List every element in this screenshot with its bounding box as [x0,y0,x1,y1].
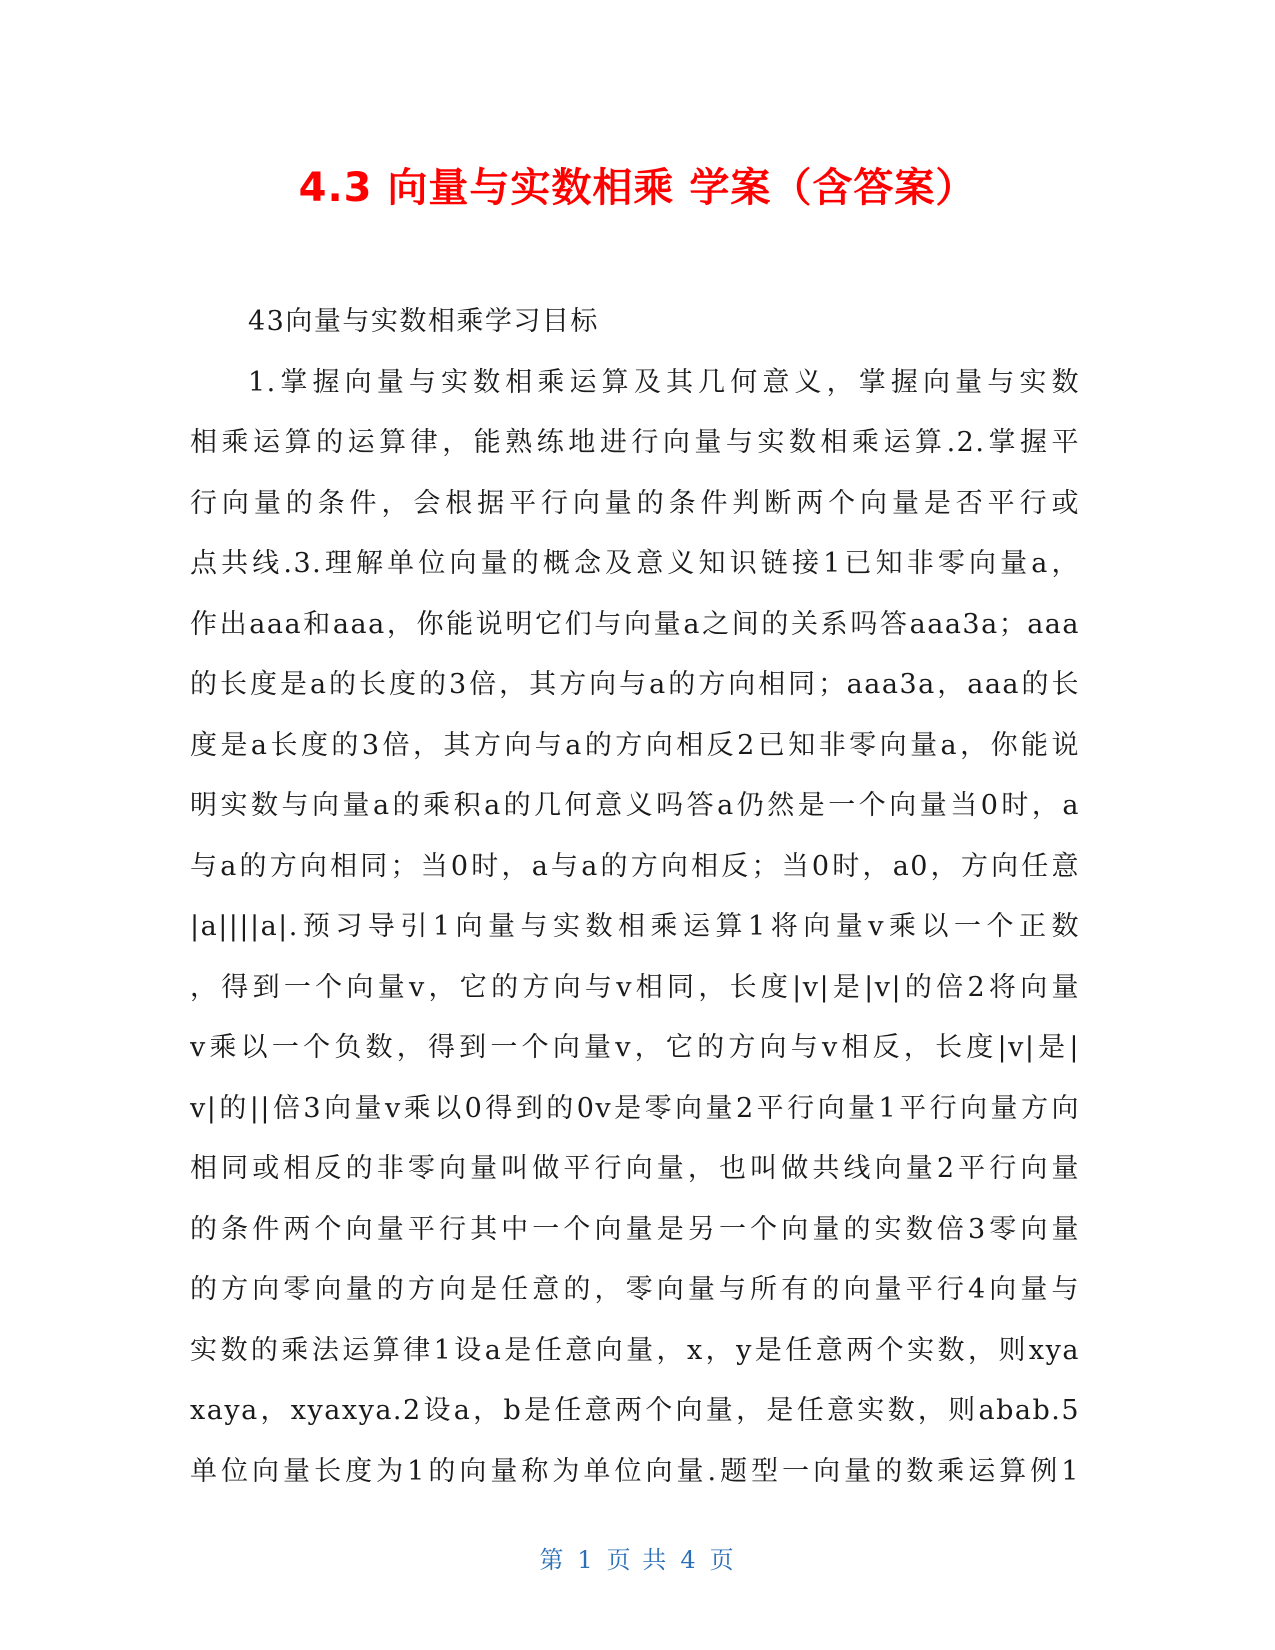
body-line: v乘以一个负数，得到一个向量v，它的方向与v相反，长度|v|是| [190,1032,1080,1063]
body-line: 的方向零向量的方向是任意的，零向量与所有的向量平行4向量与 [190,1274,1080,1305]
body-line: 作出aaa和aaa，你能说明它们与向量a之间的关系吗答aaa3a；aaa [190,608,1080,640]
body-line: 实数的乘法运算律1设a是任意向量，x，y是任意两个实数，则xya [190,1334,1080,1366]
page-footer [0,1540,1275,1575]
body-line: 1.掌握向量与实数相乘运算及其几何意义，掌握向量与实数 [248,366,1080,398]
body-line: 相同或相反的非零向量叫做平行向量，也叫做共线向量2平行向量 [190,1153,1080,1184]
body-line: 行向量的条件，会根据平行向量的条件判断两个向量是否平行或 [190,487,1080,519]
body-line: |a||||a|.预习导引1向量与实数相乘运算1将向量v乘以一个正数 [190,911,1080,942]
body-line: ，得到一个向量v，它的方向与v相同，长度|v|是|v|的倍2将向量 [190,971,1080,1003]
document-title: 4.3 向量与实数相乘 学案（含答案） [298,165,977,211]
document-body [190,292,1080,1502]
body-line: 43向量与实数相乘学习目标 [248,306,599,337]
footer-total-pages: 4 [680,1546,698,1574]
footer-current-page: 1 [577,1546,595,1574]
body-line: 的长度是a的长度的3倍，其方向与a的方向相同；aaa3a，aaa的长 [190,669,1080,700]
footer-label-of: 页 共 [606,1546,669,1574]
body-line: 与a的方向相同；当0时，a与a的方向相反；当0时，a0，方向任意 [190,850,1080,882]
body-line: 度是a长度的3倍，其方向与a的方向相反2已知非零向量a，你能说 [190,729,1080,761]
body-line: 明实数与向量a的乘积a的几何意义吗答a仍然是一个向量当0时，a [190,790,1080,821]
body-line: 的条件两个向量平行其中一个向量是另一个向量的实数倍3零向量 [190,1213,1080,1245]
body-line: 单位向量长度为1的向量称为单位向量.题型一向量的数乘运算例1 [190,1455,1080,1487]
body-line: 点共线.3.理解单位向量的概念及意义知识链接1已知非零向量a， [190,548,1080,579]
body-line: 相乘运算的运算律，能熟练地进行向量与实数相乘运算.2.掌握平 [190,427,1080,458]
body-line: xaya，xyaxya.2设a，b是任意两个向量，是任意实数，则abab.5 [190,1395,1080,1426]
footer-label-end: 页 [709,1546,736,1574]
body-line: v|的||倍3向量v乘以0得到的0v是零向量2平行向量1平行向量方向 [190,1092,1080,1124]
footer-label-page: 第 [539,1546,566,1574]
